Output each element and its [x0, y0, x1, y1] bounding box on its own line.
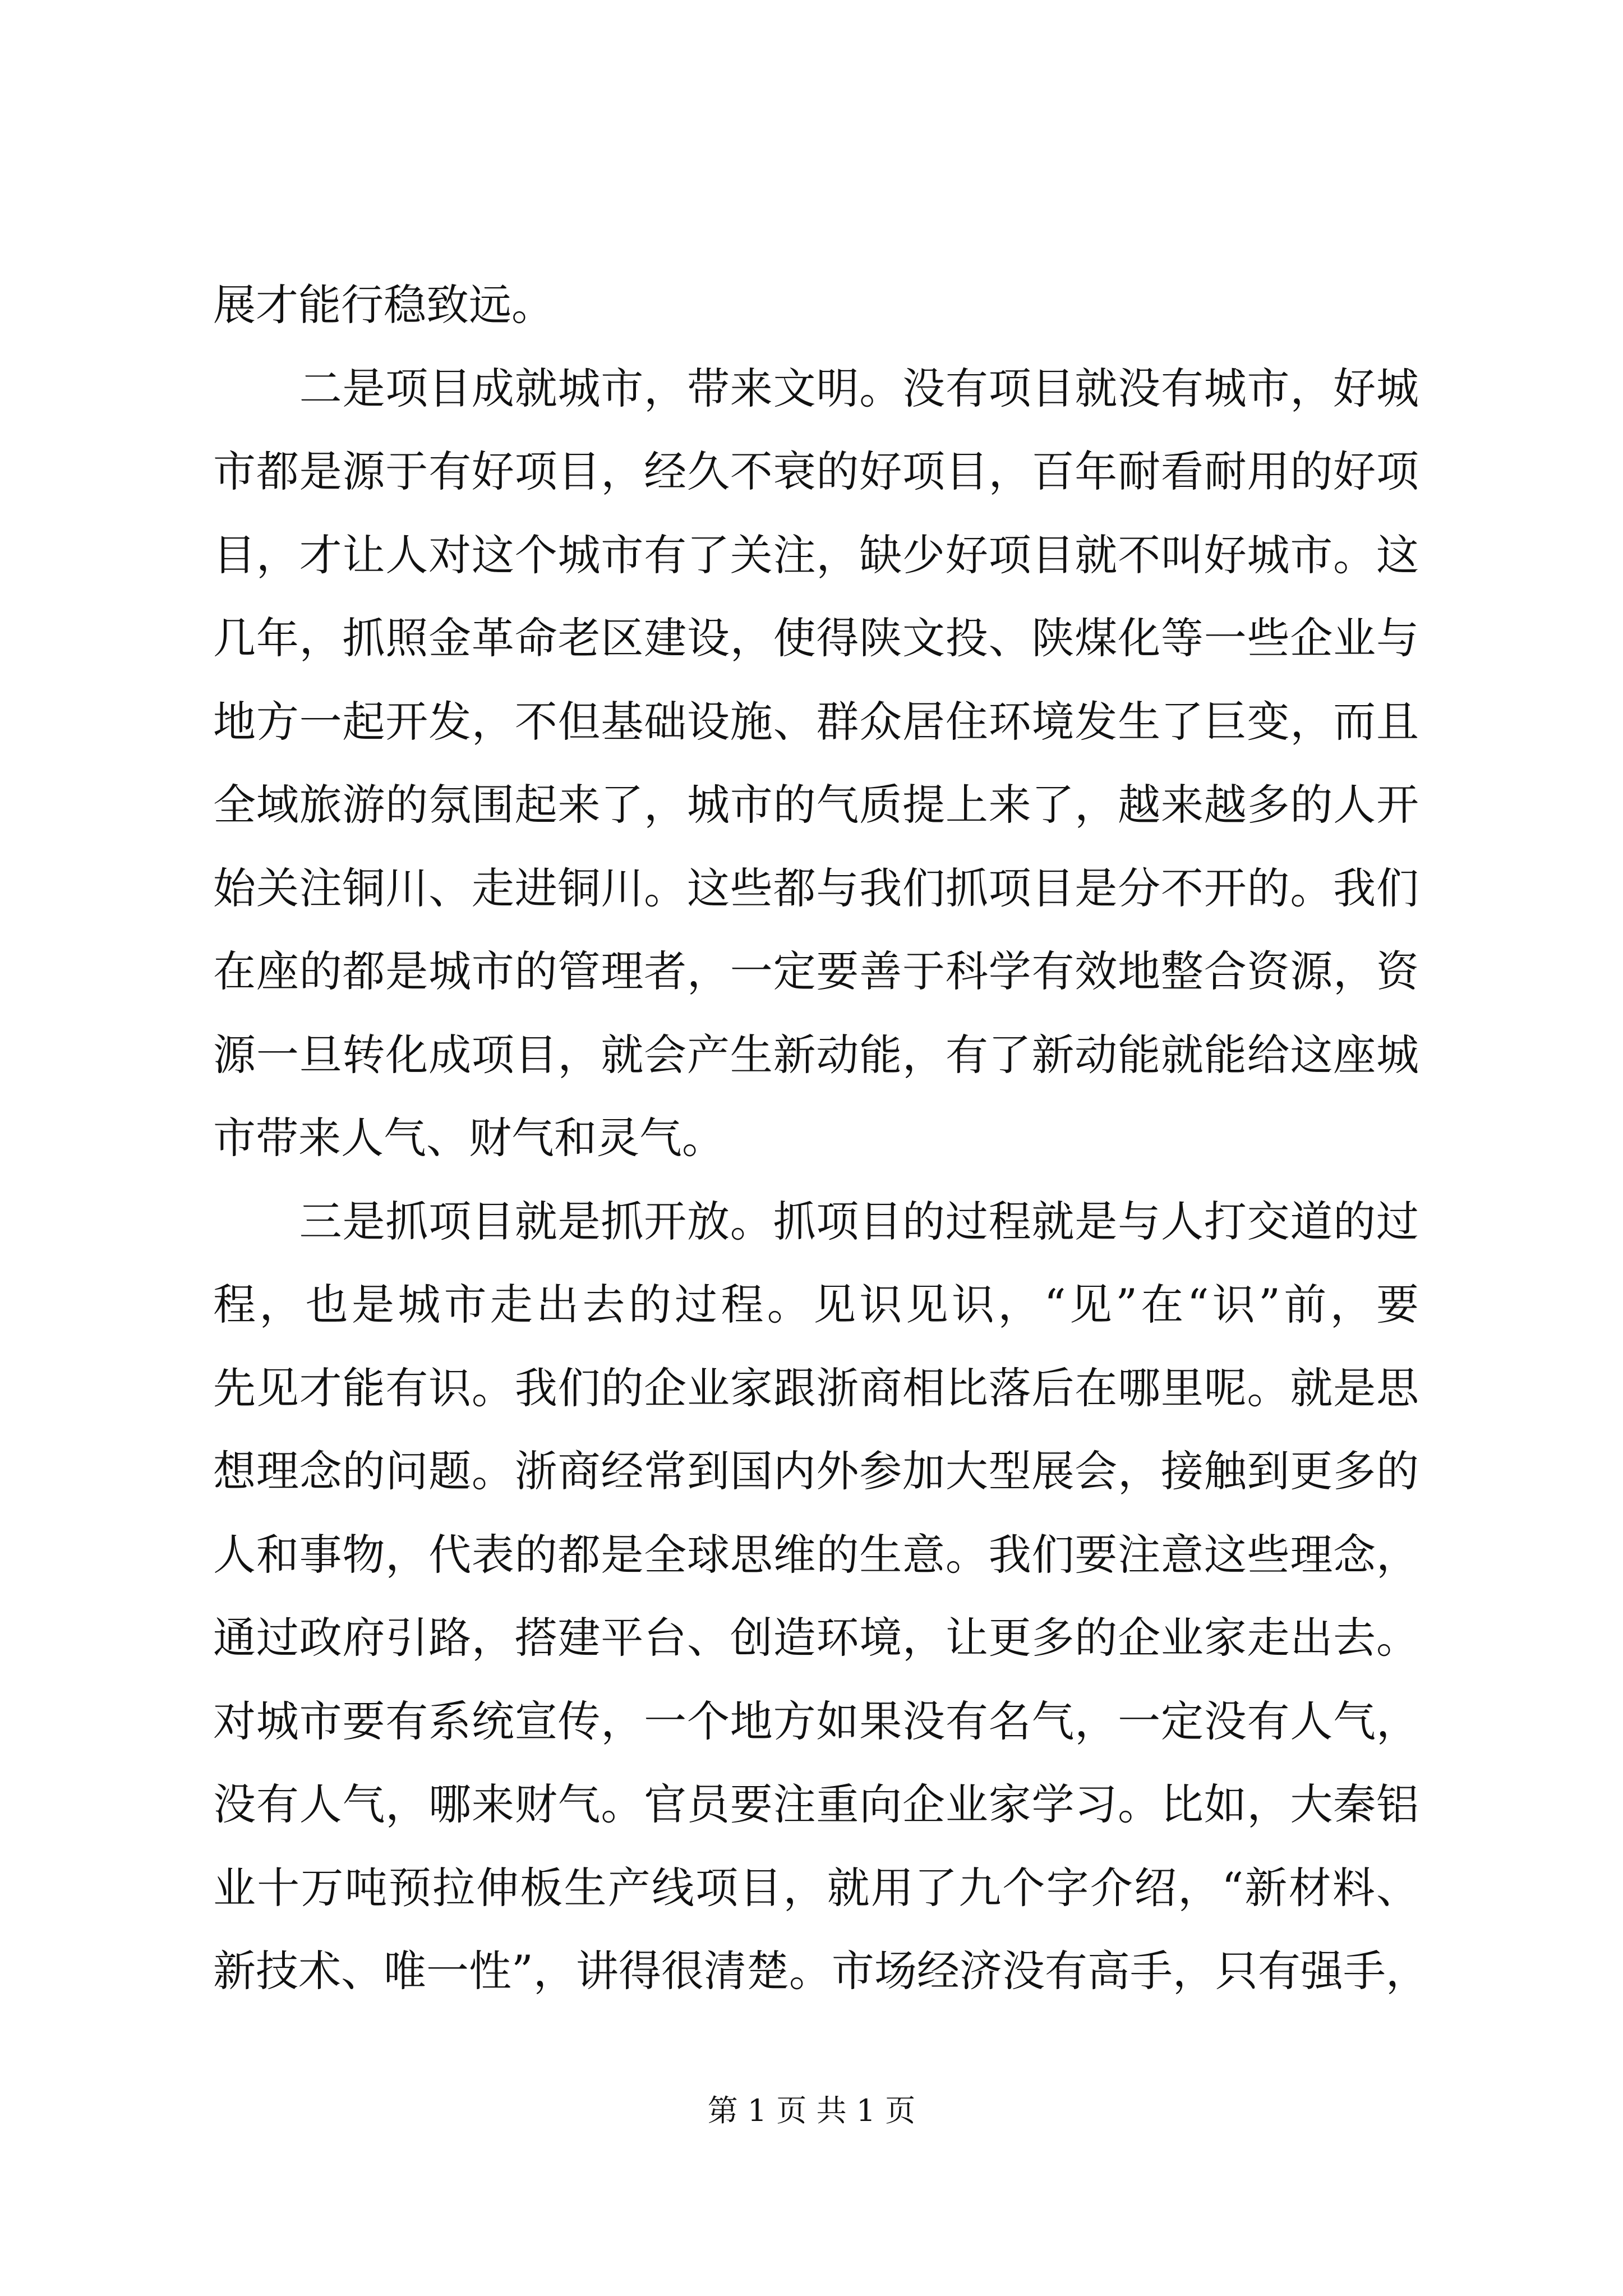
page-footer: 第 1 页 共 1 页 — [707, 2093, 916, 2128]
text-line: 在座的都是城市的管理者，一定要善于科学有效地整合资源，资 — [213, 946, 1419, 996]
text-line: 新技术、唯一性”，讲得很清楚。市场经济没有高手，只有强手， — [213, 1946, 1428, 1996]
text-line: 对城市要有系统宣传，一个地方如果没有名气，一定没有人气， — [213, 1696, 1419, 1746]
text-line: 先见才能有识。我们的企业家跟浙商相比落后在哪里呢。就是思 — [213, 1363, 1419, 1413]
text-line: 地方一起开发，不但基础设施、群众居住环境发生了巨变，而且 — [213, 696, 1419, 747]
text-line: 市都是源于有好项目，经久不衰的好项目，百年耐看耐用的好项 — [213, 447, 1419, 496]
text-line: 几年，抓照金革命老区建设，使得陕文投、陕煤化等一些企业与 — [213, 613, 1419, 663]
text-line: 目，才让人对这个城市有了关注，缺少好项目就不叫好城市。这 — [213, 530, 1419, 580]
text-line: 二是项目成就城市，带来文明。没有项目就没有城市，好城 — [213, 363, 1419, 413]
text-line: 想理念的问题。浙商经常到国内外参加大型展会，接触到更多的 — [213, 1446, 1419, 1496]
document-body — [213, 264, 1428, 2013]
text-line: 没有人气，哪来财气。官员要注重向企业家学习。比如，大秦铝 — [213, 1779, 1419, 1829]
text-line: 通过政府引路，搭建平台、创造环境，让更多的企业家走出去。 — [213, 1613, 1419, 1663]
text-line: 展才能行稳致远。 — [213, 280, 554, 330]
text-line: 市带来人气、财气和灵气。 — [213, 1113, 725, 1163]
text-line: 始关注铜川、走进铜川。这些都与我们抓项目是分不开的。我们 — [213, 863, 1419, 913]
text-line: 人和事物，代表的都是全球思维的生意。我们要注意这些理念， — [213, 1529, 1419, 1580]
text-line: 程，也是城市走出去的过程。见识见识，“见”在“识”前，要 — [213, 1280, 1419, 1329]
text-line: 三是抓项目就是抓开放。抓项目的过程就是与人打交道的过 — [213, 1196, 1419, 1246]
text-line: 业十万吨预拉伸板生产线项目，就用了九个字介绍，“新材料、 — [213, 1862, 1419, 1913]
text-line: 源一旦转化成项目，就会产生新动能，有了新动能就能给这座城 — [213, 1029, 1419, 1080]
text-line: 全域旅游的氛围起来了，城市的气质提上来了，越来越多的人开 — [213, 780, 1419, 830]
